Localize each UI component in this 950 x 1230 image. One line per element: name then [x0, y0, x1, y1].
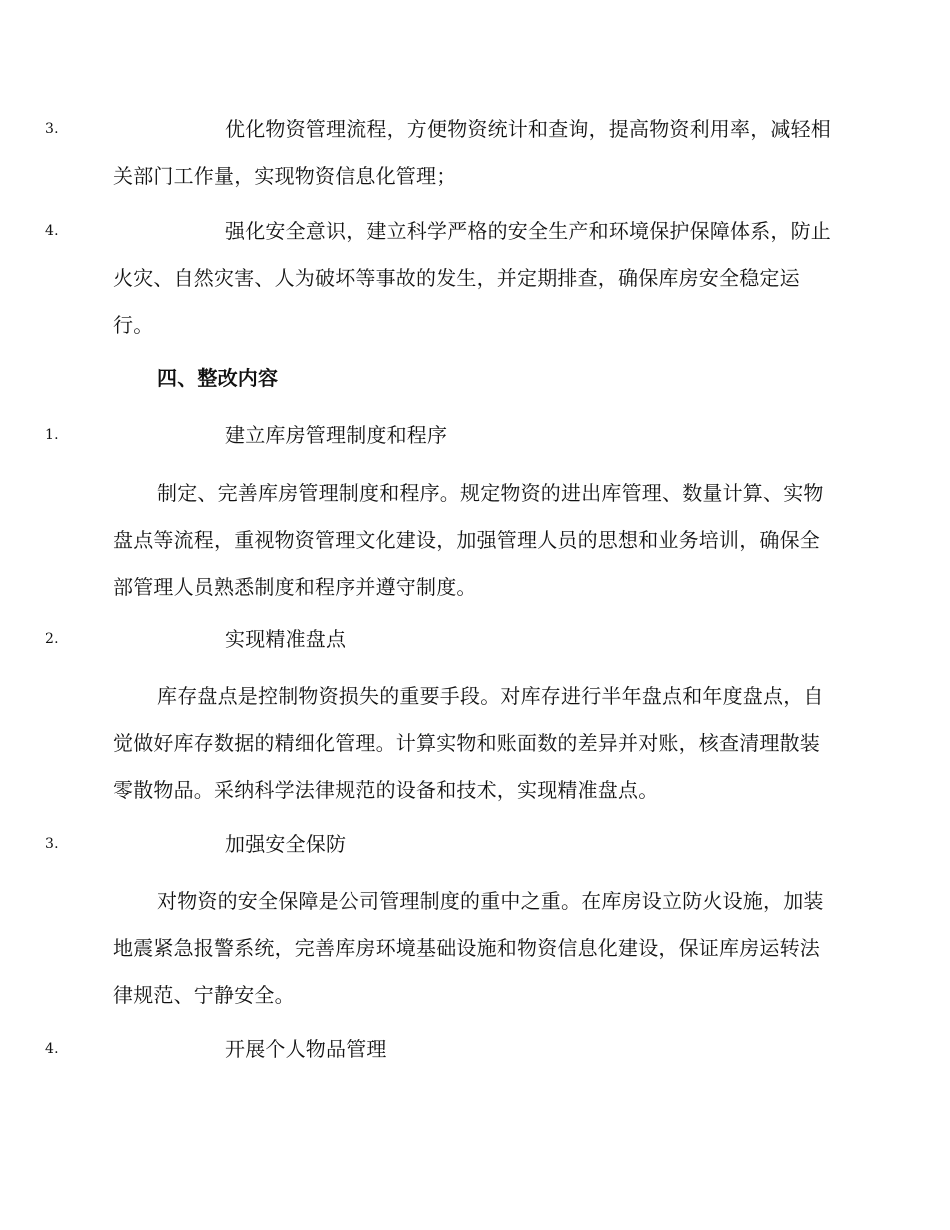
subsection-title [45, 1026, 835, 1073]
paragraph: 库存盘点是控制物资损失的重要手段。对库存进行半年盘点和年度盘点，自觉做好库存数据的精细化管理。计算实物和账面数的差异并对账，核查清理散装零散物品。采纳科学法律规范的设备和技术，实现精准盘点。 [113, 684, 824, 802]
subsection-title-text: 实现精准盘点 [225, 627, 347, 651]
list-item-text: 优化物资管理流程，方便物资统计和查询，提高物资利用率，减轻相关部门工作量，实现物资信息化管理； [113, 117, 831, 188]
list-number: 3. [45, 836, 59, 852]
paragraph: 制定、完善库房管理制度和程序。规定物资的进出库管理、数量计算、实物盘点等流程，重视物资管理文化建设，加强管理人员的思想和业务培训，确保全部管理人员熟悉制度和程序并遵守制度。 [113, 481, 824, 599]
list-item [45, 208, 835, 349]
list-number: 4. [45, 1041, 59, 1057]
subsection-title [45, 616, 835, 663]
list-item [45, 106, 835, 200]
subsection-title [45, 821, 835, 868]
subsection-title-text: 建立库房管理制度和程序 [225, 423, 448, 447]
list-number: 3. [45, 121, 59, 137]
subsection-title [45, 412, 835, 459]
paragraph: 对物资的安全保障是公司管理制度的重中之重。在库房设立防火设施，加装地震紧急报警系统，完善库房环境基础设施和物资信息化建设，保证库房运转法律规范、宁静安全。 [113, 889, 824, 1007]
list-number: 1. [45, 427, 59, 443]
subsection-title-text: 加强安全保防 [225, 832, 347, 856]
list-number: 4. [45, 223, 59, 239]
subsection-title-text: 开展个人物品管理 [225, 1037, 387, 1061]
list-item-text: 强化安全意识，建立科学严格的安全生产和环境保护保障体系，防止火灾、自然灾害、人为破坏等事故的发生，并定期排查，确保库房安全稳定运行。 [113, 219, 831, 337]
list-number: 2. [45, 631, 59, 647]
section-heading: 四、整改内容 [157, 366, 279, 390]
